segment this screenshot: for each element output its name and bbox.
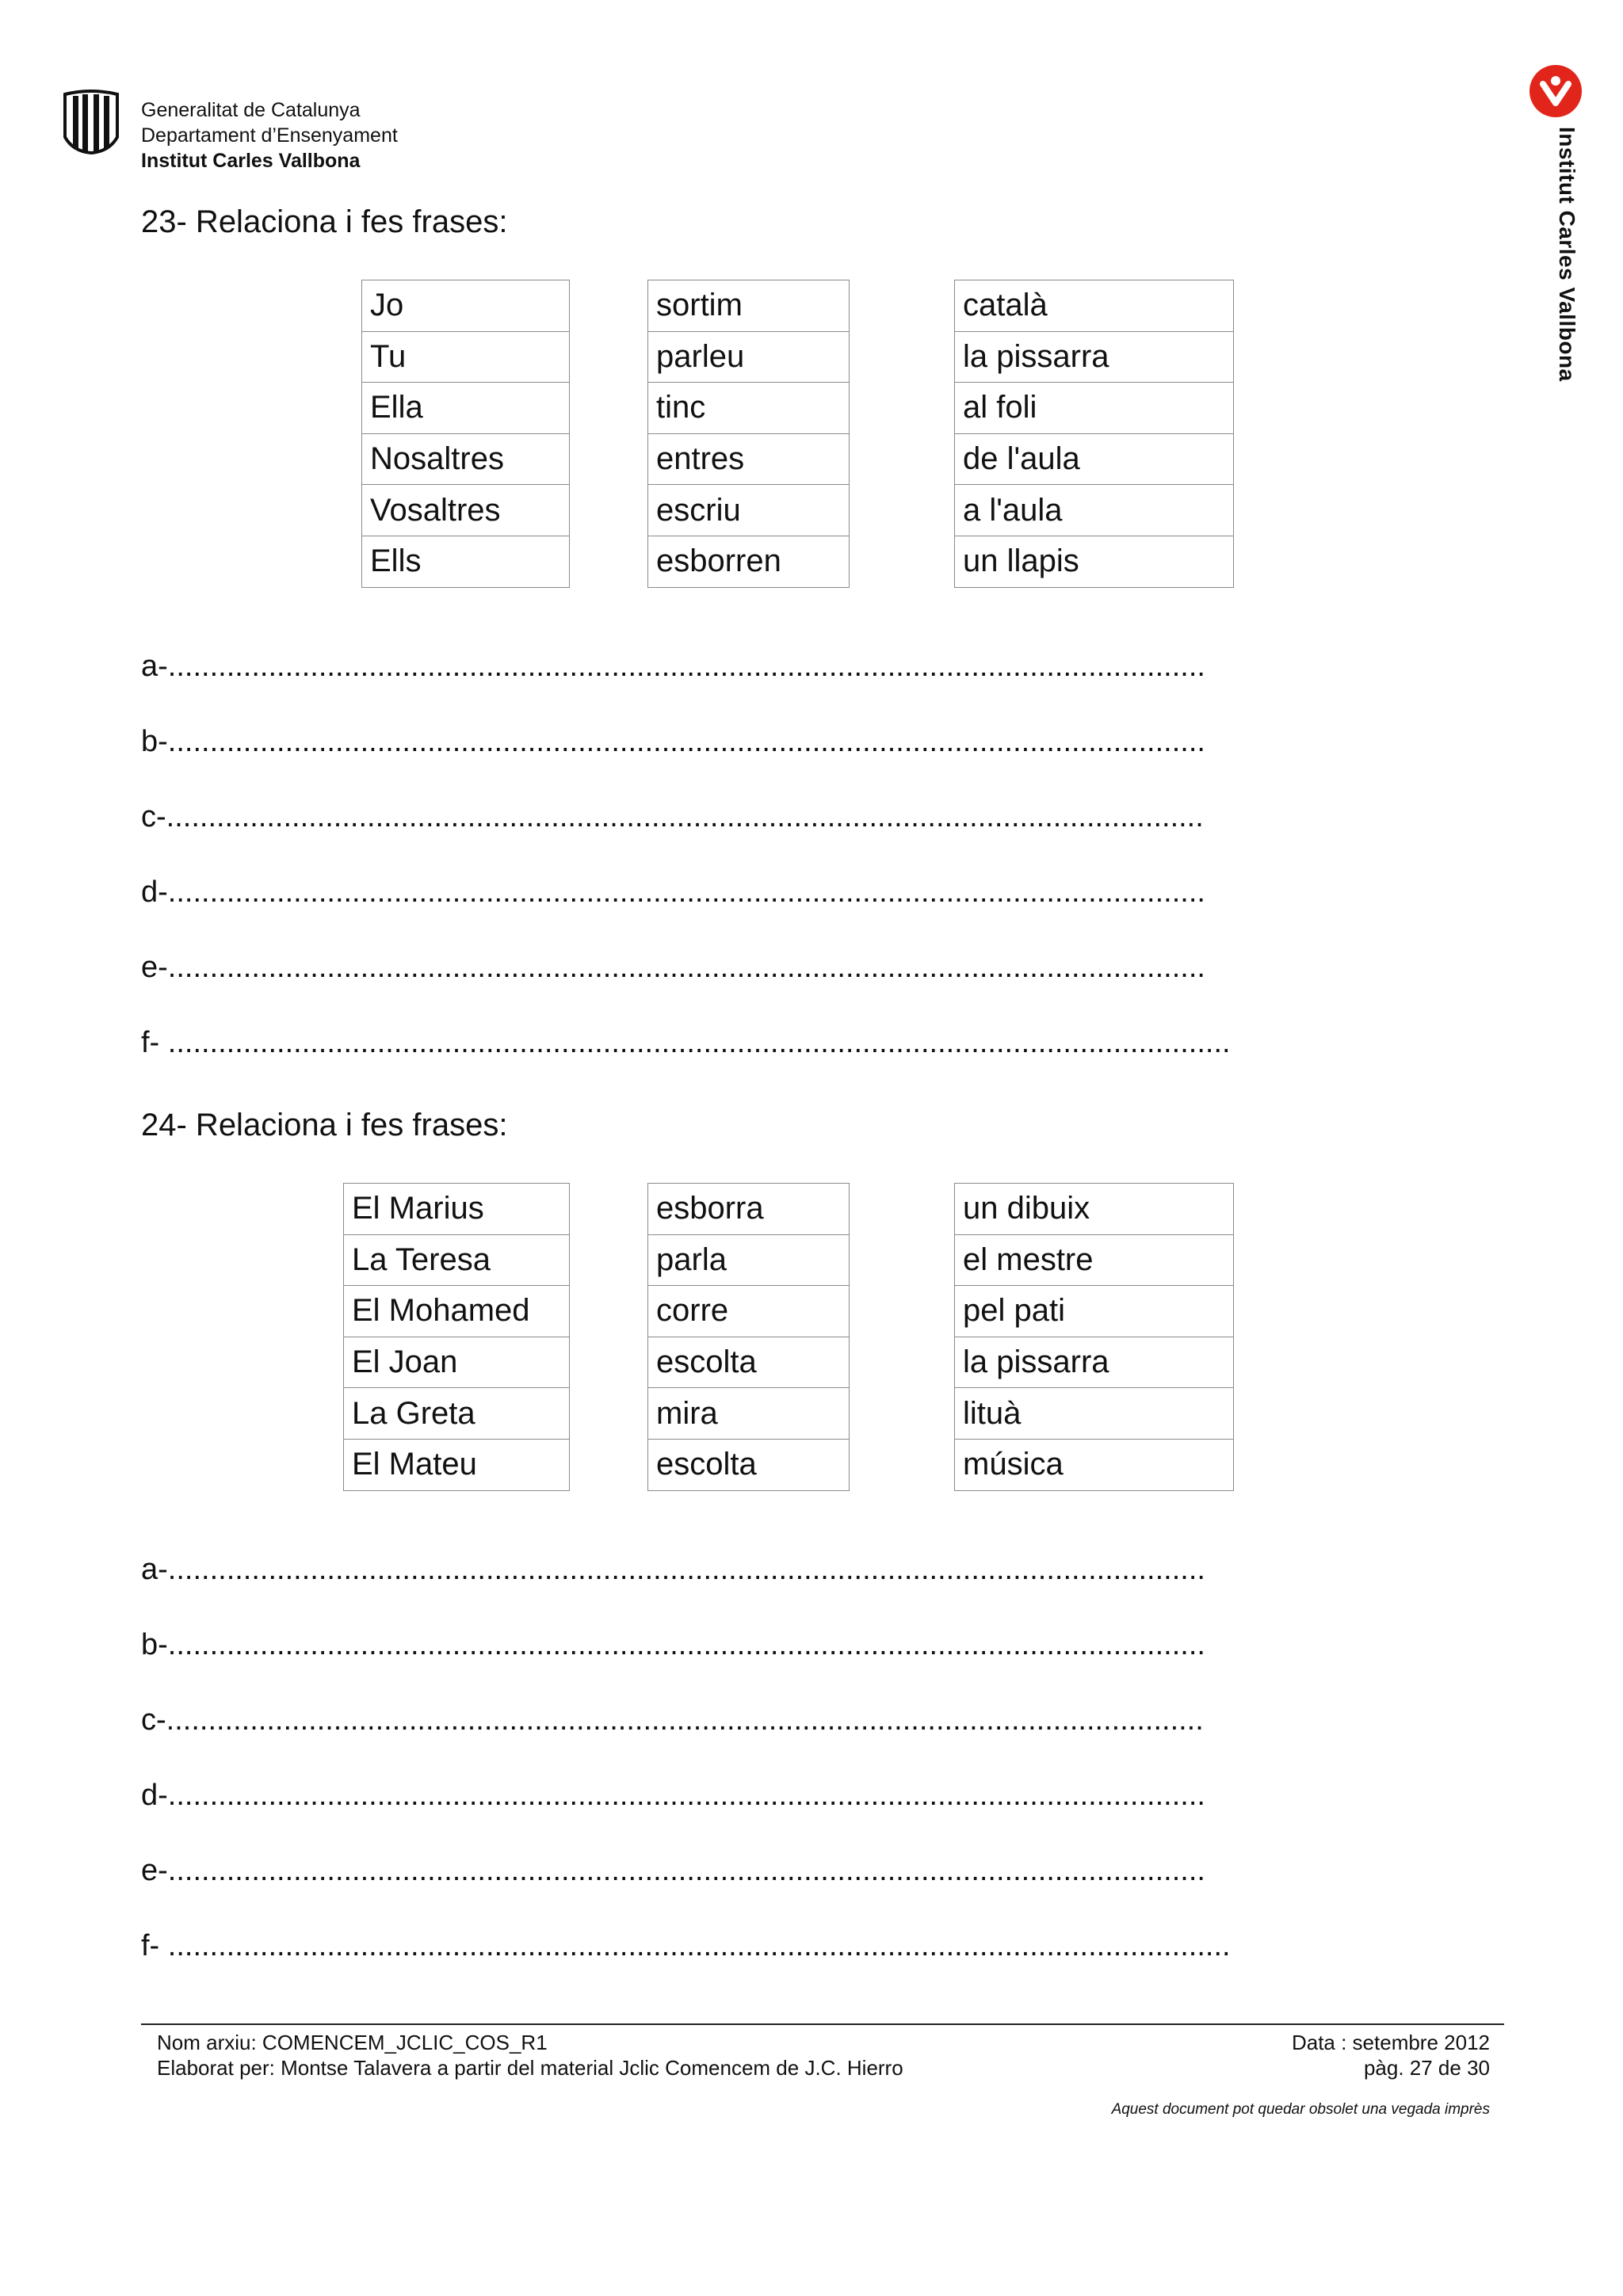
answer-line-23-b[interactable]: b-............................................................................................................................ (141, 725, 1205, 758)
footer-obsolete-note: Aquest document pot quedar obsolet una vegada imprès (1111, 2101, 1490, 2118)
header-line-generalitat: Generalitat de Catalunya (141, 99, 361, 121)
answer-line-24-f[interactable]: f- ............................................................................................................................... (141, 1929, 1231, 1962)
table-cell: corre (648, 1286, 850, 1337)
table-cell: Tu (362, 331, 570, 383)
table-cell: parleu (648, 331, 850, 383)
exercise-23-verbs-table (647, 280, 850, 588)
table-cell: Nosaltres (362, 433, 570, 485)
table-cell: pel pati (955, 1286, 1234, 1337)
table-cell: el mestre (955, 1234, 1234, 1286)
table-cell: El Mateu (344, 1439, 570, 1490)
exercise-24-subjects-table (343, 1183, 570, 1491)
answer-line-23-f[interactable]: f- ............................................................................................................................... (141, 1026, 1231, 1059)
table-cell: a l'aula (955, 485, 1234, 536)
footer-file-name: Nom arxiu: COMENCEM_JCLIC_COS_R1 (157, 2031, 548, 2054)
footer-divider (141, 2023, 1504, 2025)
table-cell: esborra (648, 1184, 850, 1235)
table-cell: lituà (955, 1388, 1234, 1440)
table-cell: La Greta (344, 1388, 570, 1440)
footer-right (1292, 2030, 1490, 2081)
table-cell: al foli (955, 383, 1234, 434)
table-cell: mira (648, 1388, 850, 1440)
header-line-departament: Departament d’Ensenyament (141, 124, 398, 147)
table-cell: Jo (362, 280, 570, 332)
header-institution (141, 97, 398, 174)
footer-author: Elaborat per: Montse Talavera a partir del material Jclic Comencem de J.C. Hierro (157, 2056, 903, 2080)
table-cell: El Mohamed (344, 1286, 570, 1337)
table-cell: música (955, 1439, 1234, 1490)
table-cell: Ells (362, 536, 570, 587)
table-cell: esborren (648, 536, 850, 587)
table-cell: un dibuix (955, 1184, 1234, 1235)
exercise-24-complements-table (954, 1183, 1234, 1491)
header-line-institut: Institut Carles Vallbona (141, 150, 361, 172)
institut-side-brand: Institut Carles Vallbona (1555, 127, 1579, 382)
table-cell: escolta (648, 1337, 850, 1388)
table-cell: entres (648, 433, 850, 485)
table-cell: El Joan (344, 1337, 570, 1388)
table-cell: de l'aula (955, 433, 1234, 485)
answer-line-24-c[interactable]: c-............................................................................................................................ (141, 1703, 1204, 1737)
answer-line-24-d[interactable]: d-............................................................................................................................ (141, 1779, 1205, 1812)
table-cell: La Teresa (344, 1234, 570, 1286)
footer-left (157, 2030, 903, 2081)
answer-line-23-c[interactable]: c-............................................................................................................................ (141, 800, 1204, 833)
table-cell: El Marius (344, 1184, 570, 1235)
table-cell: un llapis (955, 536, 1234, 587)
table-cell: parla (648, 1234, 850, 1286)
answer-line-23-a[interactable]: a-............................................................................................................................ (141, 650, 1205, 683)
table-cell: Ella (362, 383, 570, 434)
answer-line-24-b[interactable]: b-............................................................................................................................ (141, 1628, 1205, 1661)
table-cell: tinc (648, 383, 850, 434)
table-cell: Vosaltres (362, 485, 570, 536)
answer-line-23-e[interactable]: e-............................................................................................................................ (141, 951, 1205, 984)
answer-line-24-a[interactable]: a-............................................................................................................................ (141, 1553, 1205, 1586)
table-cell: escolta (648, 1439, 850, 1490)
table-cell: català (955, 280, 1234, 332)
exercise-24-title: 24- Relaciona i fes frases: (141, 1108, 508, 1142)
footer-page-number: pàg. 27 de 30 (1363, 2056, 1490, 2080)
answer-line-24-e[interactable]: e-............................................................................................................................ (141, 1854, 1205, 1887)
table-cell: escriu (648, 485, 850, 536)
exercise-23-subjects-table (361, 280, 570, 588)
table-cell: sortim (648, 280, 850, 332)
table-cell: la pissarra (955, 1337, 1234, 1388)
exercise-23-title: 23- Relaciona i fes frases: (141, 204, 508, 239)
exercise-23-complements-table (954, 280, 1234, 588)
answer-line-23-d[interactable]: d-............................................................................................................................ (141, 875, 1205, 909)
exercise-24-verbs-table (647, 1183, 850, 1491)
table-cell: la pissarra (955, 331, 1234, 383)
footer-date: Data : setembre 2012 (1291, 2031, 1490, 2054)
institut-logo-icon (1528, 63, 1583, 119)
generalitat-logo (62, 90, 120, 154)
